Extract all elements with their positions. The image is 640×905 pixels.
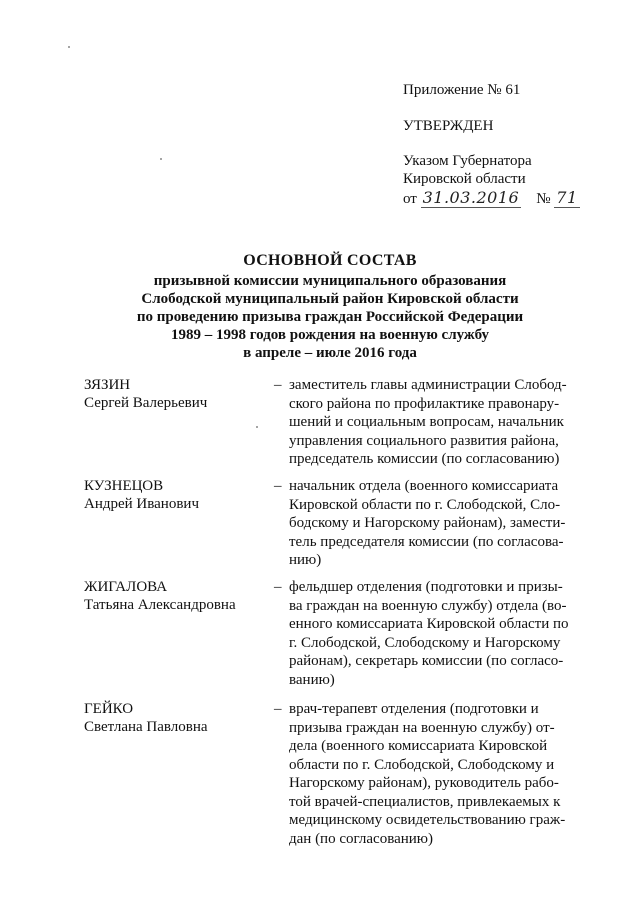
role-line: г. Слободской, Слободскому и Нагорскому (289, 634, 561, 651)
member-given-name: Светлана Павловна (84, 719, 208, 735)
role-line: шений и социальным вопросам, начальник (289, 414, 564, 430)
member-name (84, 700, 269, 736)
role-line: ва граждан на военную службу) отдела (во- (289, 597, 567, 614)
scan-speck (256, 426, 258, 428)
role-line: Нагорскому районам), руководитель рабо- (289, 775, 559, 791)
decree-date-number (403, 188, 580, 208)
role-line: районам), секретарь комиссии (по согласо- (289, 653, 564, 669)
handwritten-date: 31.03.2016 (422, 188, 520, 207)
role-line: области по г. Слободской, Слободскому и (289, 756, 555, 773)
decree-line-1: Указом Губернатора (403, 153, 532, 169)
member-given-name: Андрей Иванович (84, 496, 199, 512)
handwritten-number: 71 (556, 188, 578, 207)
role-line: управления социального развития района, (289, 432, 559, 449)
member-dash: – (274, 377, 282, 393)
role-line: дан (по согласованию) (289, 830, 433, 847)
scan-speck (68, 46, 70, 48)
document-title (60, 250, 600, 362)
title-line-4: 1989 – 1998 годов рождения на военную службу (170, 327, 490, 343)
decree-line-2: Кировской области (403, 171, 526, 187)
member-role (289, 578, 609, 689)
title-line-1: призывной комиссии муниципального образования (153, 273, 507, 289)
appendix-label: Приложение № 61 (403, 82, 521, 98)
role-line: ванию) (289, 671, 335, 688)
role-line: медицинскому освидетельствованию граж- (289, 812, 566, 828)
member-surname: ЗЯЗИН (84, 377, 131, 393)
role-line: ского района по профилактике правонару- (289, 395, 560, 412)
role-line: нию) (289, 552, 322, 568)
member-dash: – (274, 478, 282, 494)
member-given-name: Татьяна Александровна (84, 597, 236, 613)
member-surname: ГЕЙКО (84, 701, 134, 717)
member-given-name: Сергей Валерьевич (84, 395, 208, 411)
role-line: заместитель главы администрации Слобод- (289, 377, 567, 393)
role-line: Кировской области по г. Слободской, Сло- (289, 496, 561, 513)
role-line: бодскому и Нагорскому районам), замести- (289, 515, 566, 531)
role-line: фельдшер отделения (подготовки и призы- (289, 579, 563, 595)
member-name (84, 477, 269, 513)
role-line: начальник отдела (военного комиссариата (289, 478, 559, 494)
member-dash: – (274, 701, 282, 717)
member-name (84, 578, 269, 614)
member-surname: КУЗНЕЦОВ (84, 478, 164, 494)
title-main: ОСНОВНОЙ СОСТАВ (243, 252, 417, 269)
scan-speck (160, 158, 162, 160)
title-line-3: по проведению призыва граждан Российской Федерации (136, 309, 524, 325)
role-line: тель председателя комиссии (по согласова- (289, 533, 564, 550)
approved-label: УТВЕРЖДЕН (403, 118, 494, 134)
number-prefix: № (536, 191, 551, 207)
role-line: дела (военного комиссариата Кировской (289, 738, 548, 754)
role-line: енного комиссариата Кировской области по (289, 616, 569, 632)
member-dash: – (274, 579, 282, 595)
member-role (289, 477, 609, 570)
date-prefix: от (403, 191, 417, 207)
member-name (84, 376, 269, 412)
member-role (289, 700, 609, 848)
role-line: председатель комиссии (по согласованию) (289, 451, 560, 467)
role-line: призыва граждан на военную службу) от- (289, 719, 555, 736)
member-role (289, 376, 609, 469)
member-surname: ЖИГАЛОВА (84, 579, 168, 595)
title-line-5: в апреле – июле 2016 года (243, 345, 417, 361)
title-line-2: Слободской муниципальный район Кировской области (141, 291, 519, 307)
role-line: той врачей-специалистов, привлекаемых к (289, 793, 561, 810)
role-line: врач-терапевт отделения (подготовки и (289, 701, 539, 717)
